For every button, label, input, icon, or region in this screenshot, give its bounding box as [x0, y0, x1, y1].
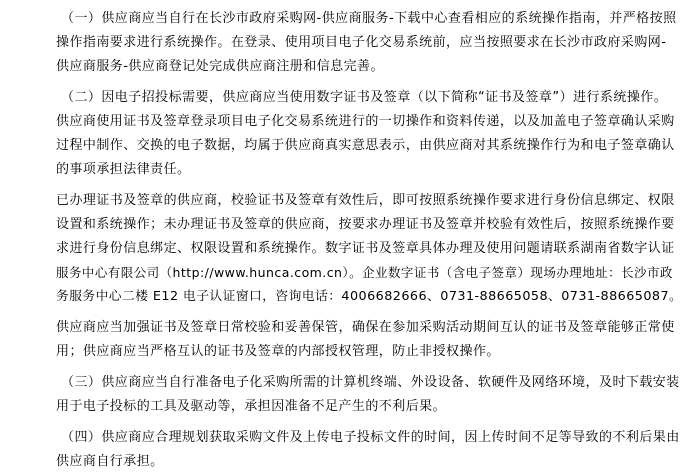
text-line: 用于电子投标的工具及驱动等，承担因准备不足产生的不利后果。	[56, 399, 447, 414]
text-line: 供应商应当加强证书及签章日常校验和妥善保管，确保在参加采购活动期间互认的证书及签章能够正常使	[56, 320, 675, 335]
text-line: （二）因电子招投标需要，供应商应当使用数字证书及签章（以下简称“证书及签章”）进行系统操作。	[61, 90, 668, 105]
text-line: 供应商服务-供应商登记处完成供应商注册和信息完善。	[56, 59, 384, 74]
text-line: 供应商自行承担。	[56, 454, 164, 469]
text-line: 用；供应商应当严格互认的证书及签章的内部授权管理，防止非授权操作。	[56, 344, 500, 359]
text-line: 的事项承担法律责任。	[56, 162, 191, 177]
text-line: （三）供应商应当自行准备电子化采购所需的计算机终端、外设设备、软硬件及网络环境，及时下载安装	[61, 375, 680, 390]
text-line: 服务中心有限公司（http://www.hunca.com.cn）。企业数字证书（含电子签章）现场办理地址：长沙市政	[56, 265, 673, 280]
text-line: 已办理证书及签章的供应商，校验证书及签章有效性后，即可按照系统操作要求进行身份信息绑定、权限	[56, 193, 675, 208]
text-line: 务服务中心二楼 E12 电子认证窗口，咨询电话：4006682666、0731-88665058、0731-88665087。	[56, 289, 683, 304]
text-line: 过程中制作、交换的电子数据，均属于供应商真实意思表示，由供应商对其系统操作行为和电子签章确认	[56, 138, 675, 153]
text-line: （一）供应商应当自行在长沙市政府采购网-供应商服务-下载中心查看相应的系统操作指南，并严格按照	[61, 11, 677, 26]
text-line: 供应商使用证书及签章登录项目电子化交易系统进行的一切操作和资料传递，以及加盖电子签章确认采购	[56, 114, 675, 129]
text-line: 求进行身份信息绑定、权限设置和系统操作。数字证书及签章具体办理及使用问题请联系湖南省数字认证	[56, 241, 675, 256]
text-line: 操作指南要求进行系统操作。在登录、使用项目电子化交易系统前，应当按照要求在长沙市政府采购网-	[56, 35, 667, 50]
text-line: 设置和系统操作；未办理证书及签章的供应商，按要求办理证书及签章并校验有效性后，按照系统操作要	[56, 217, 675, 232]
text-line: （四）供应商应合理规划获取采购文件及上传电子投标文件的时间，因上传时间不足等导致的不利后果由	[61, 430, 680, 445]
